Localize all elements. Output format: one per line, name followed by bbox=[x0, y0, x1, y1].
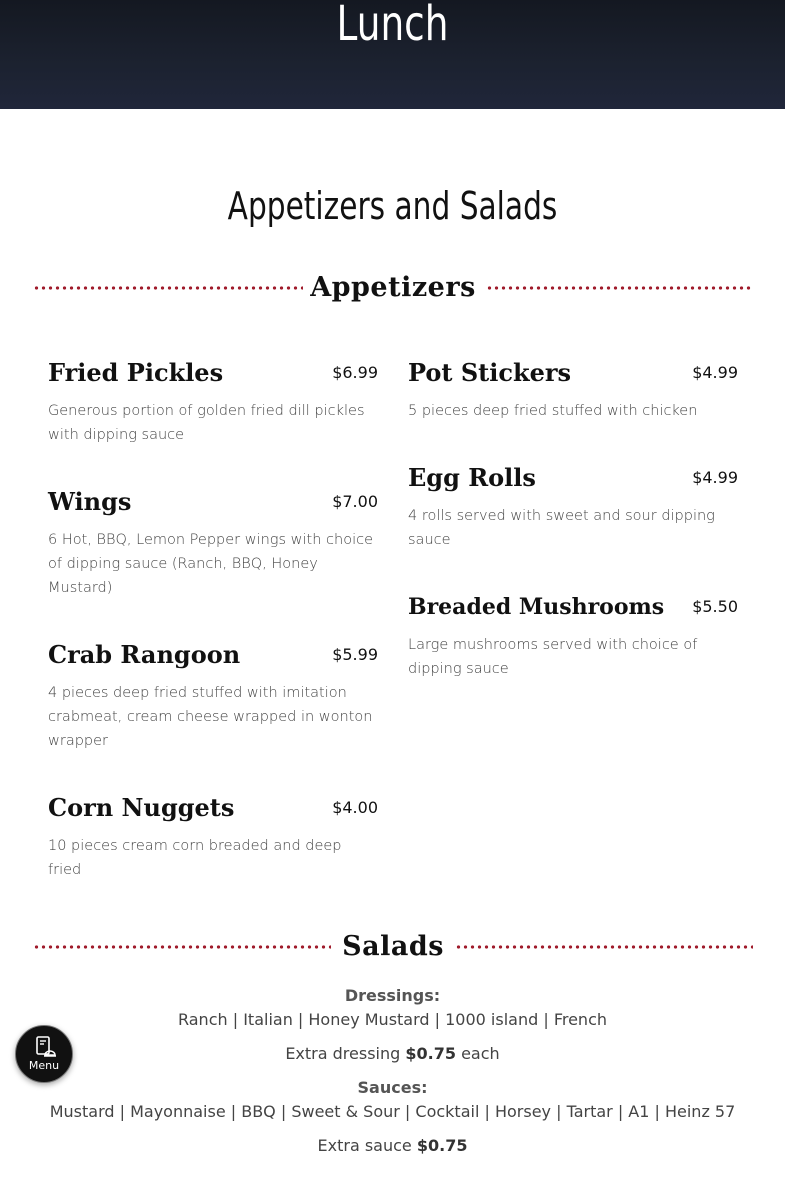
menu-button[interactable] bbox=[15, 1025, 73, 1083]
extra-sauce-prefix: Extra sauce bbox=[317, 1136, 412, 1155]
item-price: $4.99 bbox=[692, 468, 738, 487]
extra-dressing-prefix: Extra dressing bbox=[285, 1044, 401, 1063]
item-price: $5.50 bbox=[692, 597, 738, 616]
salads-divider bbox=[33, 932, 753, 962]
appetizers-divider bbox=[33, 273, 753, 303]
item-description: 6 Hot, BBQ, Lemon Pepper wings with choice of dipping sauce (Ranch, BBQ, Honey Mustard) bbox=[48, 532, 373, 596]
extra-dressing-line bbox=[0, 1043, 785, 1065]
item-price: $6.99 bbox=[332, 363, 378, 382]
menu-button-label: Menu bbox=[28, 1059, 60, 1072]
sauces-list: Mustard | Mayonnaise | BBQ | Sweet & Sour | Cocktail | Horsey | Tartar | A1 | Heinz 57 bbox=[49, 1102, 736, 1121]
item-price: $4.00 bbox=[332, 798, 378, 817]
extra-sauce-line bbox=[0, 1135, 785, 1157]
extra-sauce-price: $0.75 bbox=[416, 1136, 468, 1155]
hero-banner bbox=[0, 0, 785, 109]
item-description: Generous portion of golden fried dill pickles with dipping sauce bbox=[48, 403, 365, 443]
section-title: Appetizers and Salads bbox=[227, 184, 558, 228]
extra-dressing-price: $0.75 bbox=[405, 1044, 456, 1063]
item-name: Egg Rolls bbox=[408, 463, 536, 492]
item-price: $5.99 bbox=[332, 645, 378, 664]
item-name: Wings bbox=[48, 487, 132, 516]
appetizers-heading: Appetizers bbox=[310, 272, 476, 303]
dressings-list: Ranch | Italian | Honey Mustard | 1000 island | French bbox=[177, 1010, 608, 1029]
item-description: 10 pieces cream corn breaded and deep fried bbox=[48, 838, 342, 878]
item-price: $4.99 bbox=[692, 363, 738, 382]
item-price: $7.00 bbox=[332, 492, 378, 511]
item-name: Corn Nuggets bbox=[48, 793, 235, 822]
item-description: 4 rolls served with sweet and sour dipping sauce bbox=[408, 508, 715, 548]
dotted-rule-right bbox=[455, 945, 753, 949]
item-description: 4 pieces deep fried stuffed with imitation crabmeat, cream cheese wrapped in wonton wrapper bbox=[48, 685, 373, 749]
sauces-label: Sauces: bbox=[357, 1078, 428, 1097]
extra-dressing-suffix: each bbox=[461, 1044, 500, 1063]
item-name: Pot Stickers bbox=[408, 358, 572, 387]
item-name: Breaded Mushrooms bbox=[408, 594, 665, 620]
page-title: Lunch bbox=[336, 0, 449, 52]
item-description: Large mushrooms served with choice of dipping sauce bbox=[408, 637, 698, 677]
dressings-label: Dressings: bbox=[344, 986, 441, 1005]
menu-book-icon bbox=[32, 1035, 58, 1061]
dotted-rule-right bbox=[486, 286, 753, 290]
item-name: Fried Pickles bbox=[48, 358, 224, 387]
item-description: 5 pieces deep fried stuffed with chicken bbox=[408, 403, 698, 419]
salads-heading: Salads bbox=[342, 931, 444, 962]
item-name: Crab Rangoon bbox=[48, 640, 241, 669]
